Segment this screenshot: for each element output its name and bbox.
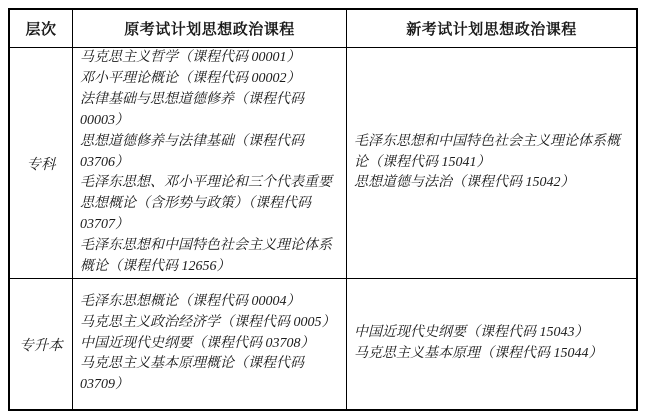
course-item: 毛泽东思想和中国特色社会主义理论体系概论（课程代码 15041） [354,133,620,170]
course-mapping-table [8,8,638,411]
header-cell-new-plan: 新考试计划思想政治课程 [347,10,636,48]
header-cell-level: 层次 [10,10,73,48]
course-item: 思想道德与法治（课程代码 15042） [354,175,575,191]
course-item: 毛泽东思想概论（课程代码 00004） [80,293,301,309]
course-item: 中国近现代史纲要（课程代码 15043） [354,325,589,341]
old-courses-cell-zhuanshengben [73,279,347,409]
level-cell-zhuanke: 专科 [10,48,73,279]
course-item: 马克思主义基本原理（课程代码 15044） [354,346,603,361]
course-item: 马克思主义基本原理概论（课程代码 03709） [80,356,304,393]
course-item: 中国近现代史纲要（课程代码 03708） [80,335,315,351]
level-cell-zhuanshengben: 专升本 [10,279,73,409]
new-courses-cell-zhuanshengben [347,279,636,409]
course-item: 毛泽东思想、邓小平理论和三个代表重要思想概论（含形势与政策）（课程代码 03707） [80,175,332,233]
course-item: 毛泽东思想和中国特色社会主义理论体系概论（课程代码 12656） [80,238,332,275]
new-courses-cell-zhuanke [347,48,636,279]
course-item: 马克思主义政治经济学（课程代码 0005） [80,314,336,330]
course-item: 思想道德修养与法律基础（课程代码 03706） [80,133,304,170]
old-courses-cell-zhuanke [73,48,347,279]
course-item: 法律基础与思想道德修养（课程代码 00003） [80,91,304,128]
header-cell-old-plan: 原考试计划思想政治课程 [73,10,347,48]
course-item: 邓小平理论概论（课程代码 00002） [80,70,301,86]
course-item: 马克思主义哲学（课程代码 00001） [80,50,301,66]
